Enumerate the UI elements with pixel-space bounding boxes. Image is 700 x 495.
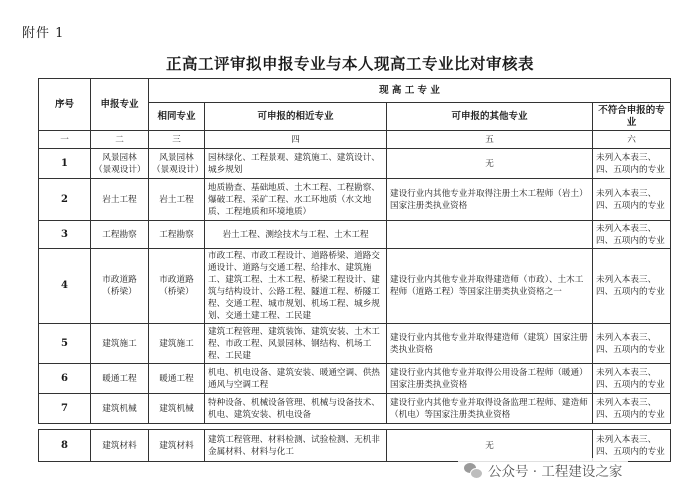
other-cell: 建设行业内其他专业并取得建造师（市政）、土木工程师（道路工程）等国家注册类执业资格之一: [387, 249, 593, 324]
table-row: [39, 324, 671, 364]
header-not-eligible: 不符合申报的专业: [593, 103, 671, 131]
table-row: [39, 364, 671, 394]
table-row: [39, 179, 671, 221]
near-cell: 建筑工程管理、建筑装饰、建筑安装、土木工程、市政工程、风景园林、钢结构、机场工程、工民建: [205, 324, 387, 364]
not-eligible-cell: 未列入本表三、四、五项内的专业: [593, 179, 671, 221]
header-declare-major: 申报专业: [91, 79, 149, 131]
seq-cell: 6: [39, 364, 91, 394]
index-cell: 五: [387, 131, 593, 149]
other-cell: 无: [387, 430, 593, 462]
index-cell: 六: [593, 131, 671, 149]
same-cell: 岩土工程: [149, 179, 205, 221]
watermark: [458, 458, 628, 482]
not-eligible-cell: 未列入本表三、四、五项内的专业: [593, 394, 671, 424]
not-eligible-cell: 未列入本表三、四、五项内的专业: [593, 324, 671, 364]
page-title: 正高工评审拟申报专业与本人现高工专业比对审核表: [165, 54, 534, 73]
index-cell: 三: [149, 131, 205, 149]
near-cell: 市政工程、市政工程设计、道路桥梁、道路交通设计、道路与交通工程、给排水、建筑施工、建筑工程、土木工程、桥梁工程设计、建筑与结构设计、公路工程、隧道工程、桥隧工程、交通工程、城市规划、机场工程、城乡规划、交通土建工程、工民建: [205, 249, 387, 324]
same-cell: 建筑施工: [149, 324, 205, 364]
other-cell: 建设行业内其他专业并取得建造师（建筑）国家注册类执业资格: [387, 324, 593, 364]
near-cell: 建筑工程管理、材料检测、试验检测、无机非金属材料、材料与化工: [205, 430, 387, 462]
other-cell: [387, 221, 593, 249]
other-cell: 建设行业内其他专业并取得注册土木工程师（岩土）国家注册类执业资格: [387, 179, 593, 221]
header-near-major: 可申报的相近专业: [205, 103, 387, 131]
seq-cell: 3: [39, 221, 91, 249]
attachment-label: 附件 1: [22, 26, 65, 41]
header-seq: 序号: [39, 79, 91, 131]
header-current-group: 现 高 工 专 业: [149, 79, 671, 103]
table-row: [39, 394, 671, 424]
table-row: [39, 149, 671, 179]
header-other-major: 可申报的其他专业: [387, 103, 593, 131]
declare-cell: 岩土工程: [91, 179, 149, 221]
near-cell: 特种设备、机械设备管理、机械与设备技术、机电、建筑安装、机电设备: [205, 394, 387, 424]
same-cell: 建筑机械: [149, 394, 205, 424]
not-eligible-cell: 未列入本表三、四、五项内的专业: [593, 221, 671, 249]
seq-cell: 8: [39, 430, 91, 462]
comparison-table: [38, 78, 671, 462]
seq-cell: 2: [39, 179, 91, 221]
declare-cell: 工程勘察: [91, 221, 149, 249]
not-eligible-cell: 未列入本表三、四、五项内的专业: [593, 430, 671, 462]
near-cell: 地质勘查、基础地质、土木工程、工程勘察、爆破工程、采矿工程、水工环地质（水文地质、工程地质和环境地质）: [205, 179, 387, 221]
near-cell: 园林绿化、工程景观、建筑施工、建筑设计、城乡规划: [205, 149, 387, 179]
declare-cell: 风景园林（景观设计）: [91, 149, 149, 179]
declare-cell: 建筑施工: [91, 324, 149, 364]
not-eligible-cell: 未列入本表三、四、五项内的专业: [593, 149, 671, 179]
declare-cell: 建筑机械: [91, 394, 149, 424]
index-cell: 二: [91, 131, 149, 149]
other-cell: 建设行业内其他专业并取得公用设备工程师（暖通）国家注册类执业资格: [387, 364, 593, 394]
same-cell: 市政道路（桥梁）: [149, 249, 205, 324]
index-cell: 四: [205, 131, 387, 149]
other-cell: 建设行业内其他专业并取得设备监理工程师、建造师（机电）等国家注册类执业资格: [387, 394, 593, 424]
table-row: [39, 221, 671, 249]
not-eligible-cell: 未列入本表三、四、五项内的专业: [593, 249, 671, 324]
declare-cell: 市政道路（桥梁）: [91, 249, 149, 324]
table-row: [39, 249, 671, 324]
same-cell: 风景园林（景观设计）: [149, 149, 205, 179]
watermark-text: 公众号 · 工程建设之家: [488, 464, 623, 480]
declare-cell: 暖通工程: [91, 364, 149, 394]
near-cell: 机电、机电设备、建筑安装、暖通空调、供热通风与空调工程: [205, 364, 387, 394]
header-same-major: 相同专业: [149, 103, 205, 131]
index-cell: 一: [39, 131, 91, 149]
same-cell: 暖通工程: [149, 364, 205, 394]
seq-cell: 5: [39, 324, 91, 364]
seq-cell: 4: [39, 249, 91, 324]
table-row: [39, 430, 671, 462]
same-cell: 建筑材料: [149, 430, 205, 462]
index-row: [39, 131, 671, 149]
wechat-icon: [464, 463, 482, 478]
not-eligible-cell: 未列入本表三、四、五项内的专业: [593, 364, 671, 394]
same-cell: 工程勘察: [149, 221, 205, 249]
seq-cell: 7: [39, 394, 91, 424]
declare-cell: 建筑材料: [91, 430, 149, 462]
other-cell: 无: [387, 149, 593, 179]
near-cell: 岩土工程、测绘技术与工程、土木工程: [205, 221, 387, 249]
seq-cell: 1: [39, 149, 91, 179]
